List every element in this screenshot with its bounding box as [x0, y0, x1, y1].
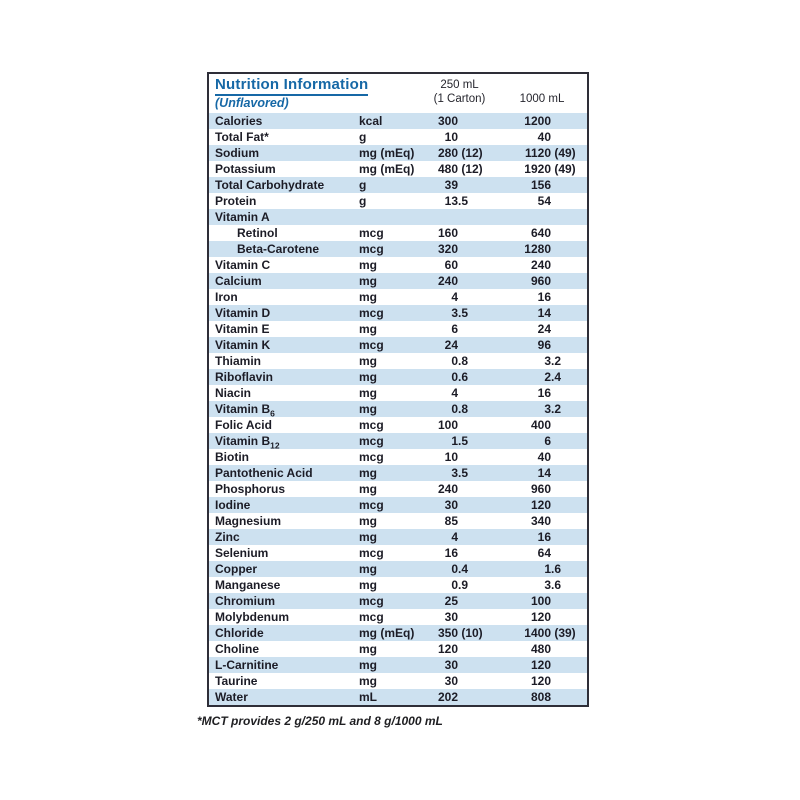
- table-row: [209, 433, 587, 449]
- table-row: [209, 305, 587, 321]
- table-row: [209, 321, 587, 337]
- table-row: [209, 161, 587, 177]
- value-1000ml-rest: [551, 481, 586, 497]
- unit-cell: mcg: [359, 306, 384, 320]
- unit-cell: kcal: [359, 114, 383, 128]
- unit-cell: mg: [359, 258, 377, 272]
- unit-cell: mg: [359, 642, 377, 656]
- value-250ml-int: 100: [437, 418, 458, 432]
- nutrient-label: Copper: [215, 562, 257, 576]
- value-250ml-int: 3: [451, 306, 458, 320]
- value-250ml-int: 25: [444, 594, 458, 608]
- value-250ml-rest: .5: [458, 434, 469, 448]
- unit-cell: mcg: [359, 594, 384, 608]
- value-1000ml-rest: [551, 641, 586, 657]
- table-row: [209, 625, 587, 641]
- value-1000ml-rest: [551, 209, 586, 225]
- value-250ml-int: 6: [451, 322, 458, 336]
- nutrient-label: Magnesium: [215, 514, 282, 528]
- value-1000ml-int: 54: [537, 194, 551, 208]
- value-250ml-rest: [458, 449, 498, 465]
- value-250ml-int: 280: [437, 146, 458, 160]
- value-1000ml-int: 1400: [524, 626, 551, 640]
- value-250ml-int: 10: [444, 130, 458, 144]
- value-250ml-rest: [458, 497, 498, 513]
- value-250ml-int: 1: [451, 434, 458, 448]
- value-250ml-rest: .5: [458, 466, 469, 480]
- unit-cell: mcg: [359, 338, 384, 352]
- table-row: [209, 417, 587, 433]
- value-250ml-rest: .8: [458, 402, 469, 416]
- value-250ml-rest: [458, 529, 498, 545]
- value-250ml-rest: [458, 209, 498, 225]
- value-250ml-int: 240: [437, 274, 458, 288]
- value-250ml-rest: [458, 257, 498, 273]
- unit-cell: mcg: [359, 242, 384, 256]
- value-1000ml-int: 3: [544, 578, 551, 592]
- value-1000ml-rest: .6: [551, 578, 562, 592]
- value-1000ml-int: 480: [530, 642, 551, 656]
- table-row: [209, 145, 587, 161]
- nutrient-label: Vitamin $B_6$: [215, 402, 275, 419]
- value-1000ml-rest: .2: [551, 354, 562, 368]
- value-1000ml-rest: [551, 193, 586, 209]
- value-250ml-rest: [458, 513, 498, 529]
- value-250ml-rest: [458, 689, 498, 705]
- value-1000ml-rest: [551, 177, 586, 193]
- value-1000ml-rest: [551, 609, 586, 625]
- table-body: [209, 113, 587, 705]
- value-250ml-int: 24: [444, 338, 458, 352]
- value-1000ml-rest: .4: [551, 370, 562, 384]
- value-1000ml-int: 14: [537, 466, 551, 480]
- value-250ml-int: 202: [437, 690, 458, 704]
- value-250ml-int: 0: [451, 562, 458, 576]
- value-1000ml-rest: [551, 673, 586, 689]
- value-250ml-rest: [458, 273, 498, 289]
- value-250ml-int: 30: [444, 498, 458, 512]
- value-1000ml-rest: [551, 385, 586, 401]
- table-row: [209, 129, 587, 145]
- table-row: [209, 657, 587, 673]
- value-1000ml-rest: [551, 225, 586, 241]
- nutrient-label: Vitamin K: [215, 338, 271, 352]
- table-row: [209, 449, 587, 465]
- value-1000ml-int: 1120: [524, 146, 551, 160]
- nutrient-label: Riboflavin: [215, 370, 274, 384]
- nutrient-label: Manganese: [215, 578, 281, 592]
- nutrient-label-subscript: 6: [270, 408, 275, 419]
- value-1000ml-int: 120: [530, 674, 551, 688]
- unit-cell: mg: [359, 658, 377, 672]
- value-250ml-int: 13: [444, 194, 458, 208]
- value-250ml-int: 0: [451, 578, 458, 592]
- value-1000ml-rest: [551, 657, 586, 673]
- unit-cell: mcg: [359, 610, 384, 624]
- nutrient-label: Choline: [215, 642, 259, 656]
- table-row: [209, 673, 587, 689]
- nutrient-label: Sodium: [215, 146, 259, 160]
- value-250ml-int: 300: [437, 114, 458, 128]
- nutrient-label: Niacin: [215, 386, 252, 400]
- unit-cell: mg: [359, 530, 377, 544]
- value-250ml-int: 4: [451, 290, 458, 304]
- nutrient-label: Folic Acid: [215, 418, 272, 432]
- nutrient-label: Molybdenum: [215, 610, 289, 624]
- value-1000ml-int: 640: [530, 226, 551, 240]
- value-250ml-int: 320: [437, 242, 458, 256]
- value-250ml-int: 0: [451, 354, 458, 368]
- value-1000ml-int: 40: [537, 130, 551, 144]
- value-250ml-rest: [458, 113, 498, 129]
- nutrient-label: Iron: [215, 290, 238, 304]
- table-row: [209, 401, 587, 417]
- nutrient-label: Calories: [215, 114, 263, 128]
- unit-cell: mg: [359, 402, 377, 416]
- value-1000ml-int: 14: [537, 306, 551, 320]
- value-250ml-rest: (12): [458, 162, 483, 176]
- value-250ml-int: 120: [437, 642, 458, 656]
- table-row: [209, 513, 587, 529]
- table-row: [209, 257, 587, 273]
- unit-cell: mg: [359, 562, 377, 576]
- table-row: [209, 689, 587, 705]
- table-row: [209, 241, 587, 257]
- value-1000ml-int: 6: [544, 434, 551, 448]
- value-1000ml-rest: (49): [551, 162, 576, 176]
- unit-cell: g: [359, 130, 367, 144]
- value-250ml-rest: [458, 545, 498, 561]
- unit-cell: mg: [359, 274, 377, 288]
- nutrient-label: Pantothenic Acid: [215, 466, 313, 480]
- value-1000ml-rest: [551, 593, 586, 609]
- value-1000ml-int: 120: [530, 610, 551, 624]
- value-1000ml-rest: [551, 305, 586, 321]
- unit-cell: mg (mEq): [359, 162, 415, 176]
- value-1000ml-int: 16: [537, 290, 551, 304]
- value-250ml-rest: [458, 609, 498, 625]
- nutrient-label: Water: [215, 690, 248, 704]
- value-250ml-rest: (12): [458, 146, 483, 160]
- value-1000ml-int: [498, 209, 551, 225]
- value-1000ml-int: 400: [530, 418, 551, 432]
- table-subtitle: (Unflavored): [215, 96, 289, 110]
- table-row: [209, 177, 587, 193]
- value-1000ml-rest: [551, 129, 586, 145]
- unit-cell: mcg: [359, 546, 384, 560]
- nutrient-label: Taurine: [215, 674, 258, 688]
- value-1000ml-rest: [551, 273, 586, 289]
- value-250ml-rest: [458, 385, 498, 401]
- table-row: [209, 577, 587, 593]
- value-1000ml-int: 96: [537, 338, 551, 352]
- value-1000ml-int: 24: [537, 322, 551, 336]
- value-1000ml-rest: (49): [551, 146, 576, 160]
- unit-cell: mg: [359, 290, 377, 304]
- value-250ml-int: 60: [444, 258, 458, 272]
- value-1000ml-int: 16: [537, 386, 551, 400]
- value-250ml-rest: [458, 129, 498, 145]
- unit-cell: mg: [359, 354, 377, 368]
- value-1000ml-int: 960: [530, 274, 551, 288]
- unit-cell: g: [359, 194, 367, 208]
- table-row: [209, 561, 587, 577]
- value-250ml-rest: [458, 177, 498, 193]
- nutrient-label: Potassium: [215, 162, 276, 176]
- unit-cell: g: [359, 178, 367, 192]
- nutrient-label: Vitamin D: [215, 306, 271, 320]
- value-1000ml-int: 64: [537, 546, 551, 560]
- value-250ml-rest: .4: [458, 562, 469, 576]
- value-250ml-int: 240: [437, 482, 458, 496]
- value-250ml-int: 30: [444, 674, 458, 688]
- value-250ml-int: 16: [444, 546, 458, 560]
- nutrient-label: Iodine: [215, 498, 251, 512]
- value-250ml-rest: [458, 417, 498, 433]
- table-row: [209, 337, 587, 353]
- table-row: [209, 593, 587, 609]
- nutrient-label: Vitamin A: [215, 210, 270, 224]
- value-1000ml-rest: (39): [551, 626, 576, 640]
- value-250ml-rest: [458, 337, 498, 353]
- value-250ml-int: 350: [437, 626, 458, 640]
- value-250ml-rest: [458, 481, 498, 497]
- value-1000ml-int: 16: [537, 530, 551, 544]
- table-row: [209, 545, 587, 561]
- value-250ml-rest: .9: [458, 578, 469, 592]
- nutrition-table: [207, 72, 589, 707]
- unit-cell: mg: [359, 482, 377, 496]
- table-title: Nutrition Information: [215, 76, 368, 96]
- section-row: [209, 209, 587, 225]
- value-250ml-rest: (10): [458, 626, 483, 640]
- nutrient-label: Chloride: [215, 626, 264, 640]
- value-250ml-rest: [458, 673, 498, 689]
- nutrient-label: Total Carbohydrate: [215, 178, 325, 192]
- unit-cell: mg: [359, 674, 377, 688]
- table-row: [209, 641, 587, 657]
- nutrient-label: Selenium: [215, 546, 269, 560]
- value-250ml-int: 85: [444, 514, 458, 528]
- value-250ml-int: 3: [451, 466, 458, 480]
- value-1000ml-rest: [551, 257, 586, 273]
- value-250ml-int: 30: [444, 658, 458, 672]
- unit-cell: mcg: [359, 226, 384, 240]
- value-250ml-rest: [458, 593, 498, 609]
- value-1000ml-int: 808: [530, 690, 551, 704]
- unit-cell: mL: [359, 690, 377, 704]
- value-1000ml-rest: [551, 449, 586, 465]
- value-1000ml-rest: [551, 529, 586, 545]
- table-row: [209, 225, 587, 241]
- unit-cell: mg (mEq): [359, 146, 415, 160]
- value-1000ml-rest: [551, 513, 586, 529]
- table-header: [209, 74, 587, 113]
- nutrient-label: Calcium: [215, 274, 262, 288]
- value-250ml-rest: [458, 225, 498, 241]
- column-header-250ml-line2: (1 Carton): [433, 92, 486, 105]
- value-1000ml-int: 3: [544, 354, 551, 368]
- value-250ml-rest: [458, 657, 498, 673]
- value-250ml-rest: .5: [458, 194, 469, 208]
- nutrient-label: L-Carnitine: [215, 658, 279, 672]
- value-1000ml-rest: [551, 321, 586, 337]
- value-1000ml-int: 240: [530, 258, 551, 272]
- value-1000ml-rest: .6: [551, 562, 562, 576]
- value-1000ml-rest: [551, 337, 586, 353]
- nutrient-label-subscript: 12: [270, 440, 280, 451]
- unit-cell: mg: [359, 514, 377, 528]
- value-1000ml-int: 3: [544, 402, 551, 416]
- nutrient-label: Vitamin $B_{12}$: [215, 434, 280, 451]
- value-1000ml-int: 340: [530, 514, 551, 528]
- unit-cell: mcg: [359, 434, 384, 448]
- table-row: [209, 465, 587, 481]
- footnote: *MCT provides 2 g/250 mL and 8 g/1000 mL: [197, 714, 443, 728]
- value-250ml-rest: .6: [458, 370, 469, 384]
- value-1000ml-int: 120: [530, 658, 551, 672]
- value-1000ml-rest: [551, 113, 586, 129]
- value-1000ml-rest: .2: [551, 402, 562, 416]
- value-250ml-int: 30: [444, 610, 458, 624]
- value-1000ml-int: 156: [530, 178, 551, 192]
- nutrient-label: Vitamin C: [215, 258, 271, 272]
- unit-cell: mg: [359, 578, 377, 592]
- value-1000ml-rest: [551, 465, 586, 481]
- value-1000ml-int: 1: [544, 562, 551, 576]
- value-250ml-rest: [458, 321, 498, 337]
- unit-cell: mg: [359, 386, 377, 400]
- value-1000ml-int: 120: [530, 498, 551, 512]
- table-row: [209, 369, 587, 385]
- nutrient-label: Retinol: [237, 226, 278, 240]
- unit-cell: mg (mEq): [359, 626, 415, 640]
- column-header-250ml: [421, 79, 498, 106]
- value-1000ml-rest: [551, 417, 586, 433]
- value-250ml-rest: .5: [458, 306, 469, 320]
- value-1000ml-int: 960: [530, 482, 551, 496]
- value-1000ml-rest: [551, 289, 586, 305]
- table-row: [209, 481, 587, 497]
- value-1000ml-rest: [551, 545, 586, 561]
- table-row: [209, 497, 587, 513]
- value-1000ml-int: 1280: [524, 242, 551, 256]
- table-row: [209, 609, 587, 625]
- value-250ml-rest: [458, 641, 498, 657]
- table-row: [209, 385, 587, 401]
- value-250ml-rest: .8: [458, 354, 469, 368]
- nutrient-label: Chromium: [215, 594, 275, 608]
- value-1000ml-int: 1920: [524, 162, 551, 176]
- value-1000ml-rest: [551, 497, 586, 513]
- nutrient-label: Beta-Carotene: [237, 242, 320, 256]
- value-250ml-int: 160: [437, 226, 458, 240]
- unit-cell: mg: [359, 370, 377, 384]
- nutrient-label: Total Fat*: [215, 130, 269, 144]
- value-250ml-int: 39: [444, 178, 458, 192]
- value-250ml-int: 10: [444, 450, 458, 464]
- nutrient-label: Vitamin E: [215, 322, 270, 336]
- table-row: [209, 113, 587, 129]
- nutrient-label: Protein: [215, 194, 257, 208]
- nutrient-label: Thiamin: [215, 354, 262, 368]
- table-row: [209, 289, 587, 305]
- table-row: [209, 529, 587, 545]
- column-header-250ml-line1: 250 mL: [440, 79, 479, 91]
- value-250ml-rest: [458, 241, 498, 257]
- unit-cell: mcg: [359, 498, 384, 512]
- value-1000ml-int: 1200: [524, 114, 551, 128]
- value-1000ml-int: 2: [544, 370, 551, 384]
- table-row: [209, 273, 587, 289]
- unit-cell: mg: [359, 322, 377, 336]
- unit-cell: mcg: [359, 418, 384, 432]
- table-row: [209, 353, 587, 369]
- nutrient-label: Biotin: [215, 450, 249, 464]
- value-250ml-int: [421, 209, 458, 225]
- nutrient-label: Phosphorus: [215, 482, 286, 496]
- column-header-1000ml: 1000 mL: [519, 92, 565, 105]
- value-1000ml-int: 100: [530, 594, 551, 608]
- value-1000ml-rest: [551, 689, 586, 705]
- value-250ml-int: 0: [451, 402, 458, 416]
- unit-cell: mg: [359, 466, 377, 480]
- value-1000ml-rest: [551, 241, 586, 257]
- value-250ml-int: 480: [437, 162, 458, 176]
- value-250ml-int: 4: [451, 530, 458, 544]
- value-1000ml-rest: [551, 433, 586, 449]
- value-1000ml-int: 40: [537, 450, 551, 464]
- nutrient-label: Zinc: [215, 530, 240, 544]
- value-250ml-int: 4: [451, 386, 458, 400]
- value-250ml-rest: [458, 289, 498, 305]
- unit-cell: [359, 209, 421, 225]
- value-250ml-int: 0: [451, 370, 458, 384]
- table-row: [209, 193, 587, 209]
- unit-cell: mcg: [359, 450, 384, 464]
